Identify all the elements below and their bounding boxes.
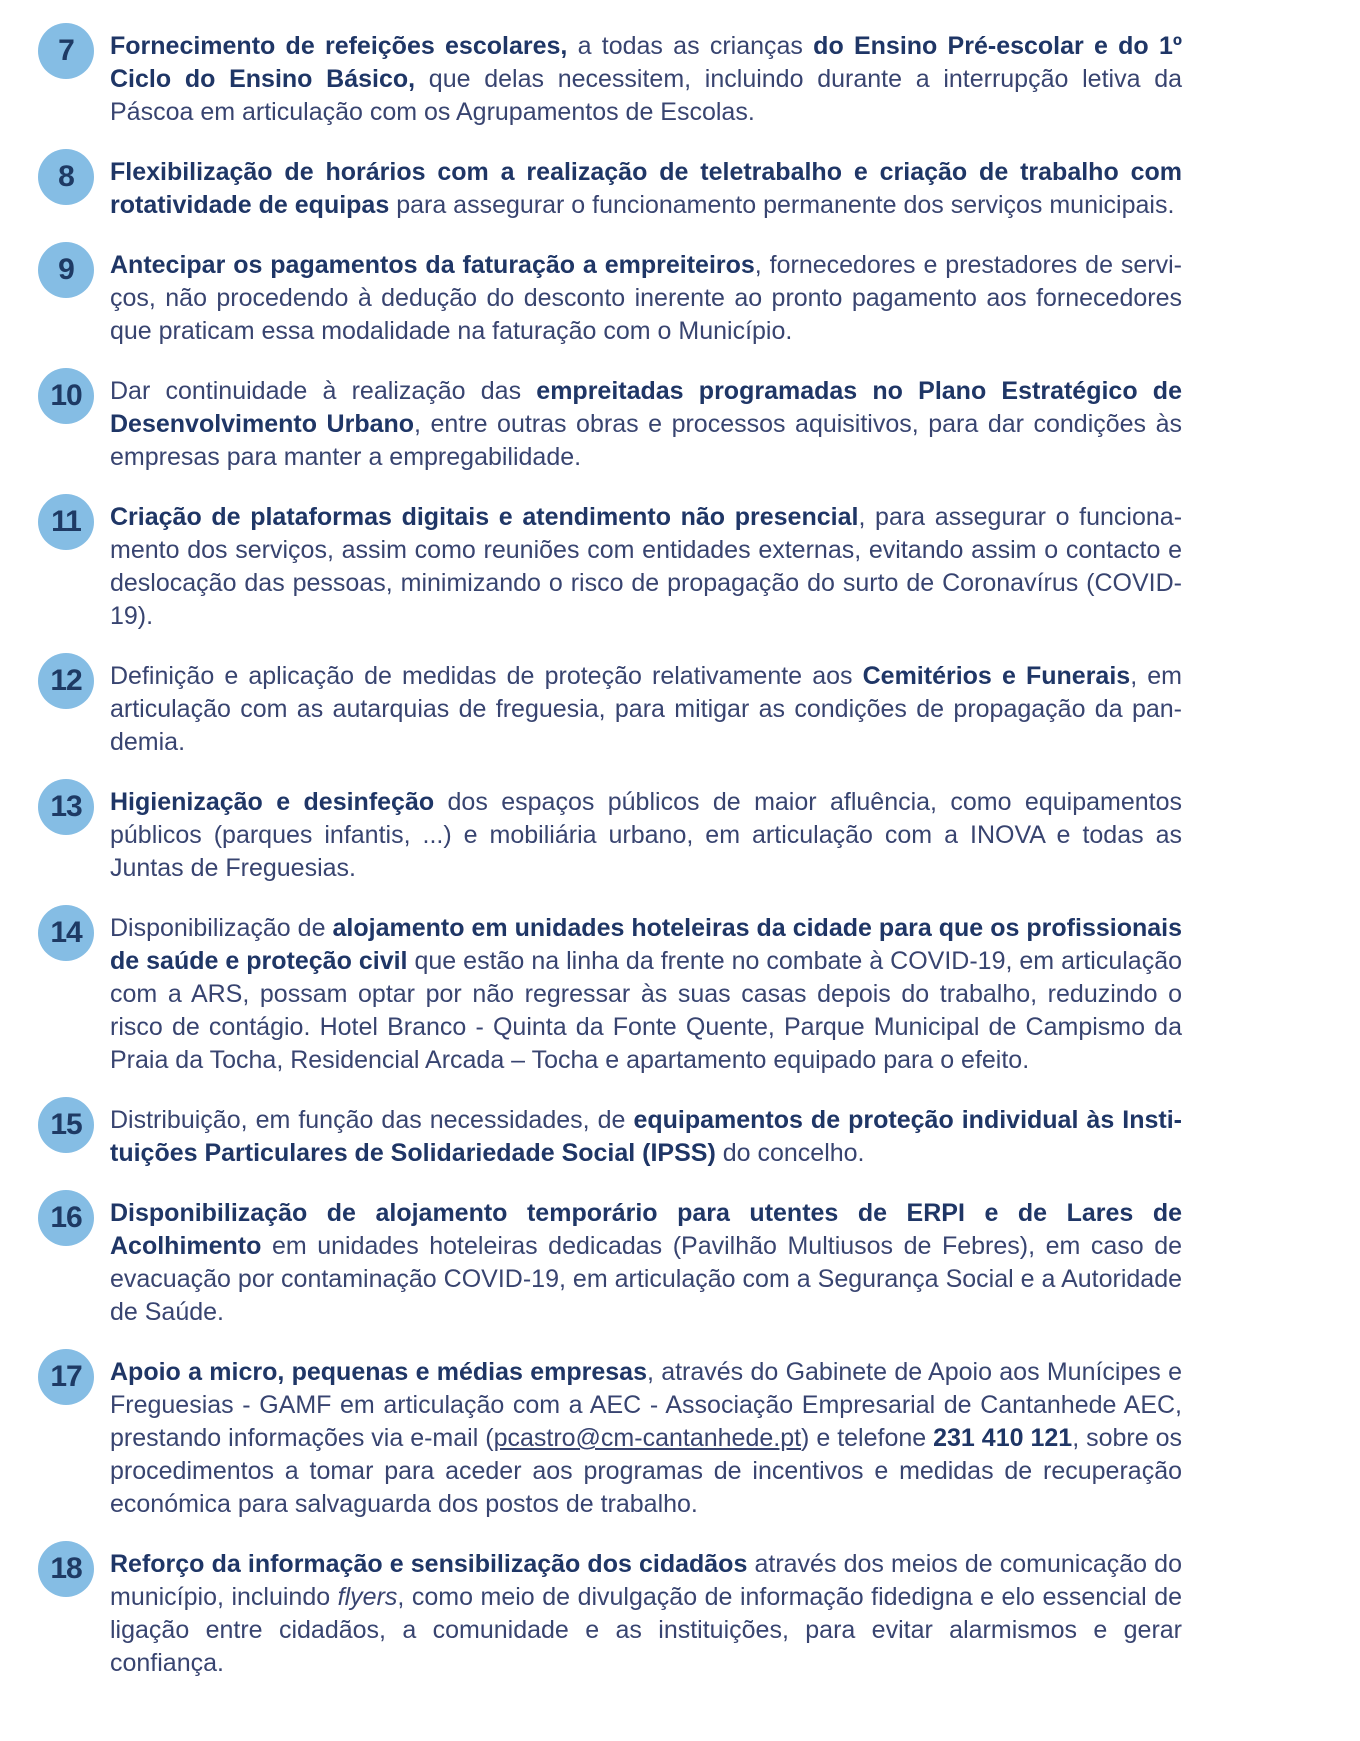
item-number-badge: 10	[38, 368, 94, 424]
item-number-badge: 16	[38, 1190, 94, 1246]
item-text: Fornecimento de refeições escolares, a todas as crianças do Ensino Pré-escolar e do 1º Ciclo do Ensino Básico, que delas necessitem, incluindo durante a interrupção letiva da Páscoa em articulação com os Agrupamentos de Escolas.	[110, 32, 1182, 126]
item-text: Flexibilização de horários com a realização de teletrabalho e criação de trabalho com rotatividade de equipas para assegurar o funcionamento permanente dos serviços municipais.	[110, 158, 1182, 219]
item-text: Disponibilização de alojamento temporário para utentes de ERPI e de Lares de Acolhimento em unidades hoteleiras dedicadas (Pavilhão Multiusos de Febres), em caso de evacuação por contaminação COVID-19, em articulação com a Segurança Social e a Autoridade de Saúde.	[110, 1199, 1182, 1326]
item-text: Dar continuidade à realização das empreitadas programadas no Plano Estratégico de Desenvolvimento Urbano, entre outras obras e processos aquisitivos, para dar condições às empresas para manter a empregabilidade.	[110, 377, 1182, 471]
list-item	[38, 912, 1182, 1077]
list-item	[38, 375, 1182, 474]
list-item	[38, 1197, 1182, 1329]
item-text: Definição e aplicação de medidas de proteção relativamente aos Cemitérios e Funerais, em articulação com as autarquias de freguesia, para mitigar as condições de propagação da pandemia.	[110, 662, 1182, 756]
item-number-badge: 14	[38, 905, 94, 961]
item-text: Disponibilização de alojamento em unidades hoteleiras da cidade para que os profissionais de saúde e proteção civil que estão na linha da frente no combate à COVID-19, em articulação com a ARS, possam optar por não regressar às suas casas depois do trabalho, reduzindo o risco de contágio. Hotel Branco - Quinta da Fonte Quente, Parque Municipal de Campismo da Praia da Tocha, Residencial Arcada – Tocha e apartamento equipado para o efeito.	[110, 914, 1183, 1074]
list-item	[38, 501, 1182, 633]
list-item	[38, 1104, 1182, 1170]
item-number-badge: 9	[38, 242, 94, 298]
list-item	[38, 786, 1182, 885]
item-number-badge: 13	[38, 779, 94, 835]
item-text: Distribuição, em função das necessidades, de equipamentos de proteção individual às Instituições Particulares de Solidariedade Social (IPSS) do concelho.	[110, 1106, 1182, 1167]
list-item	[38, 249, 1182, 348]
item-number-badge: 7	[38, 23, 94, 79]
item-text: Higienização e desinfeção dos espaços públicos de maior afluência, como equipamentos públicos (parques infantis, ...) e mobiliária urbano, em articulação com a INOVA e todas as Juntas de Freguesias.	[110, 788, 1182, 882]
list-item	[38, 1548, 1182, 1680]
item-number-badge: 18	[38, 1541, 94, 1597]
item-number-badge: 11	[38, 494, 94, 550]
item-number-badge: 15	[38, 1097, 94, 1153]
item-text: Antecipar os pagamentos da faturação a empreiteiros, fornecedores e prestadores de serviços, não procedendo à dedução do desconto inerente ao pronto pagamento aos fornecedores que praticam essa modalidade na faturação com o Município.	[110, 251, 1182, 345]
list-item	[38, 156, 1182, 222]
list-item	[38, 1356, 1182, 1521]
item-text: Reforço da informação e sensibilização dos cidadãos através dos meios de comunicação do município, incluindo flyers, como meio de divulgação de informação fidedigna e elo essencial de ligação entre cidadãos, a comunidade e as instituições, para evitar alarmismos e gerar confiança.	[110, 1550, 1182, 1677]
item-number-badge: 12	[38, 653, 94, 709]
list-item	[38, 30, 1182, 129]
measures-list	[38, 30, 1182, 1680]
item-text: Apoio a micro, pequenas e médias empresas, através do Gabinete de Apoio aos Munícipes e Freguesias - GAMF em articulação com a AEC - Associação Empresarial de Cantanhede AEC, prestando informações via e-mail (pcastro@cm-cantanhede.pt) e telefone 231 410 121, sobre os procedimentos a tomar para aceder aos programas de incentivos e medidas de recuperação económica para salvaguarda dos postos de trabalho.	[110, 1358, 1182, 1518]
email-link[interactable]: pcastro@cm-cantanhede.pt	[493, 1424, 802, 1452]
item-text: Criação de plataformas digitais e atendimento não presencial, para assegurar o funcionamento dos serviços, assim como reuniões com entidades externas, evitando assim o contacto e deslocação das pessoas, minimizando o risco de propagação do surto de Coronavírus (COVID-19).	[110, 503, 1183, 630]
list-item	[38, 660, 1182, 759]
item-number-badge: 8	[38, 149, 94, 205]
item-number-badge: 17	[38, 1349, 94, 1405]
